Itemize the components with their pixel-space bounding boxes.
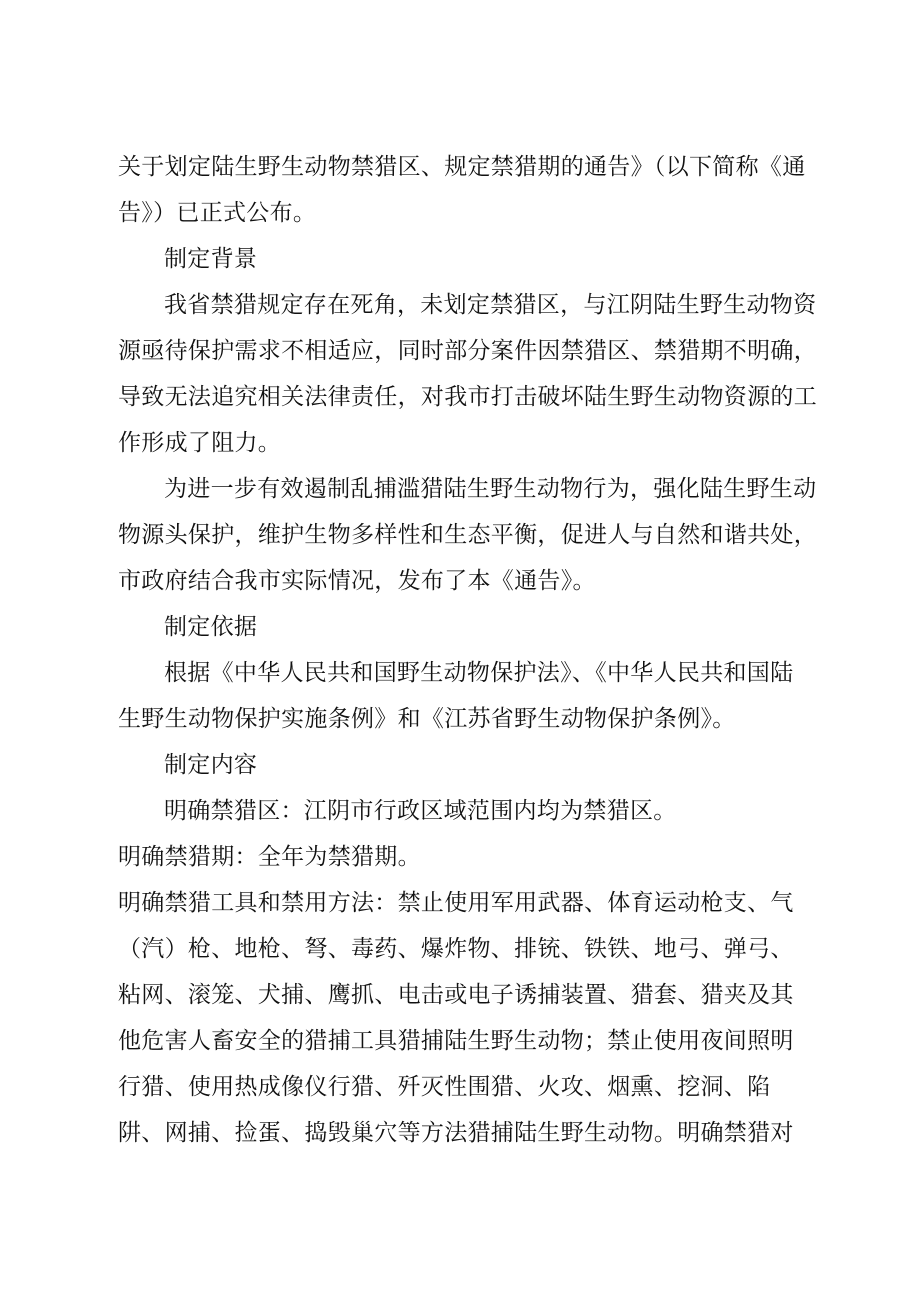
text-line: 明确禁猎工具和禁用方法：禁止使用军用武器、体育运动枪支、气 (118, 890, 794, 916)
text-line: 明确禁猎区：江阴市行政区域范围内均为禁猎区。 (164, 798, 677, 824)
text-line: 导致无法追究相关法律责任，对我市打击破坏陆生野生动物资源的工 (118, 384, 817, 410)
text-line: 阱、网捕、捡蛋、捣毁巢穴等方法猎捕陆生野生动物。明确禁猎对 (118, 1120, 794, 1146)
text-line: 源亟待保护需求不相适应，同时部分案件因禁猎区、禁猎期不明确， (118, 338, 817, 364)
text-line: 粘网、滚笼、犬捕、鹰抓、电击或电子诱捕装置、猎套、猎夹及其 (118, 982, 794, 1008)
text-line: 市政府结合我市实际情况，发布了本《通告》。 (118, 568, 596, 594)
section-heading-background: 制定背景 (164, 246, 258, 272)
section-heading-basis: 制定依据 (164, 614, 258, 640)
text-line: 作形成了阻力。 (118, 430, 282, 456)
text-line: 生野生动物保护实施条例》和《江苏省野生动物保护条例》。 (118, 706, 736, 732)
text-line: 关于划定陆生野生动物禁猎区、规定禁猎期的通告》（以下简称《通 (118, 154, 806, 180)
text-line: 我省禁猎规定存在死角，未划定禁猎区，与江阴陆生野生动物资 (164, 292, 817, 318)
text-line: 他危害人畜安全的猎捕工具猎捕陆生野生动物；禁止使用夜间照明 (118, 1028, 794, 1054)
section-heading-content: 制定内容 (164, 752, 258, 778)
text-line: 为进一步有效遏制乱捕滥猎陆生野生动物行为，强化陆生野生动 (164, 476, 817, 502)
text-line: 物源头保护，维护生物多样性和生态平衡，促进人与自然和谐共处， (118, 522, 817, 548)
text-line: 明确禁猎期：全年为禁猎期。 (118, 844, 421, 870)
text-line: 行猎、使用热成像仪行猎、歼灭性围猎、火攻、烟熏、挖洞、陷 (118, 1074, 771, 1100)
text-line: 告》）已正式公布。 (118, 200, 317, 226)
text-line: 根据《中华人民共和国野生动物保护法》、《中华人民共和国陆 (164, 660, 794, 686)
text-line: （汽）枪、地枪、弩、毒药、爆炸物、排铳、铁铁、地弓、弹弓、 (118, 936, 794, 962)
